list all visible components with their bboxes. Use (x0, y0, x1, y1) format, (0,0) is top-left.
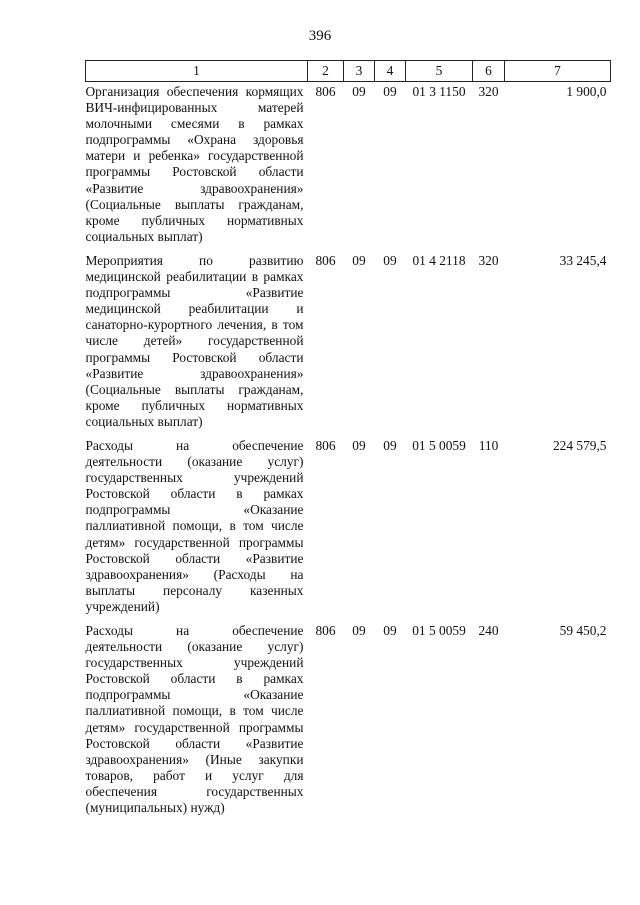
row-subsection-code: 09 (383, 84, 397, 99)
header-col-5: 5 (406, 61, 473, 82)
row-expense-type: 240 (478, 623, 499, 638)
row-subsection-code: 09 (383, 252, 397, 268)
row-ministry-code: 806 (315, 84, 336, 99)
table-row (86, 621, 611, 822)
table-header (86, 61, 611, 82)
row-description: Мероприятия по развитию медицинской реабилитации в рамках подпрограммы «Развитие медицинской реабилитации и санаторно-курортного лечения, в том числе детей» государственной программы Ростовской области «Развитие здравоохранения» (Социальные выплаты гражданам, кроме публичных нормативных социальных выплат) (85, 252, 304, 429)
row-description: Расходы на обеспечение деятельности (оказание услуг) государственных учреждений Ростовской области в рамках подпрограммы «Оказание паллиативной помощи, в том числе детям» государственной программы Ростовской области «Развитие здравоохранения» (Иные закупки товаров, работ и услуг для обеспечения государственных (муниципальных) нужд) (85, 623, 304, 816)
row-target-article: 01 3 1150 (412, 84, 466, 99)
table-row (86, 82, 611, 251)
row-target-article: 01 5 0059 (412, 437, 466, 453)
row-section-code: 09 (352, 437, 366, 453)
row-target-article: 01 5 0059 (412, 623, 466, 638)
header-row (86, 61, 611, 82)
row-amount: 33 245,4 (559, 252, 607, 268)
row-description: Расходы на обеспечение деятельности (оказание услуг) государственных учреждений Ростовской области в рамках подпрограммы «Оказание паллиативной помощи, в том числе детям» государственной программы Ростовской области «Развитие здравоохранения» (Расходы на выплаты персоналу казенных учреждений) (85, 437, 304, 614)
row-section-code: 09 (352, 84, 366, 99)
table-body (86, 82, 611, 823)
row-expense-type: 320 (478, 252, 499, 268)
header-col-6: 6 (473, 61, 505, 82)
header-col-2: 2 (308, 61, 344, 82)
header-col-3: 3 (344, 61, 375, 82)
row-ministry-code: 806 (315, 623, 336, 638)
row-amount: 59 450,2 (559, 623, 607, 638)
row-expense-type: 320 (478, 84, 499, 99)
row-target-article: 01 4 2118 (412, 252, 466, 268)
row-section-code: 09 (352, 252, 366, 268)
row-subsection-code: 09 (383, 437, 397, 453)
row-section-code: 09 (352, 623, 366, 638)
row-amount: 1 900,0 (566, 84, 607, 99)
table-row (86, 436, 611, 621)
table-row (86, 251, 611, 436)
header-col-1: 1 (86, 61, 308, 82)
budget-table (85, 60, 611, 822)
header-col-4: 4 (375, 61, 406, 82)
page-number: 396 (308, 28, 332, 44)
row-description: Организация обеспечения кормящих ВИЧ-инфицированных матерей молочными смесями в рамках подпрограммы «Охрана здоровья матери и ребенка» государственной программы Ростовской области «Развитие здравоохранения» (Социальные выплаты гражданам, кроме публичных нормативных социальных выплат) (85, 84, 304, 244)
row-subsection-code: 09 (383, 623, 397, 638)
row-ministry-code: 806 (315, 437, 336, 453)
row-ministry-code: 806 (315, 252, 336, 268)
row-expense-type: 110 (478, 437, 499, 453)
row-amount: 224 579,5 (552, 437, 607, 453)
header-col-7: 7 (505, 61, 611, 82)
